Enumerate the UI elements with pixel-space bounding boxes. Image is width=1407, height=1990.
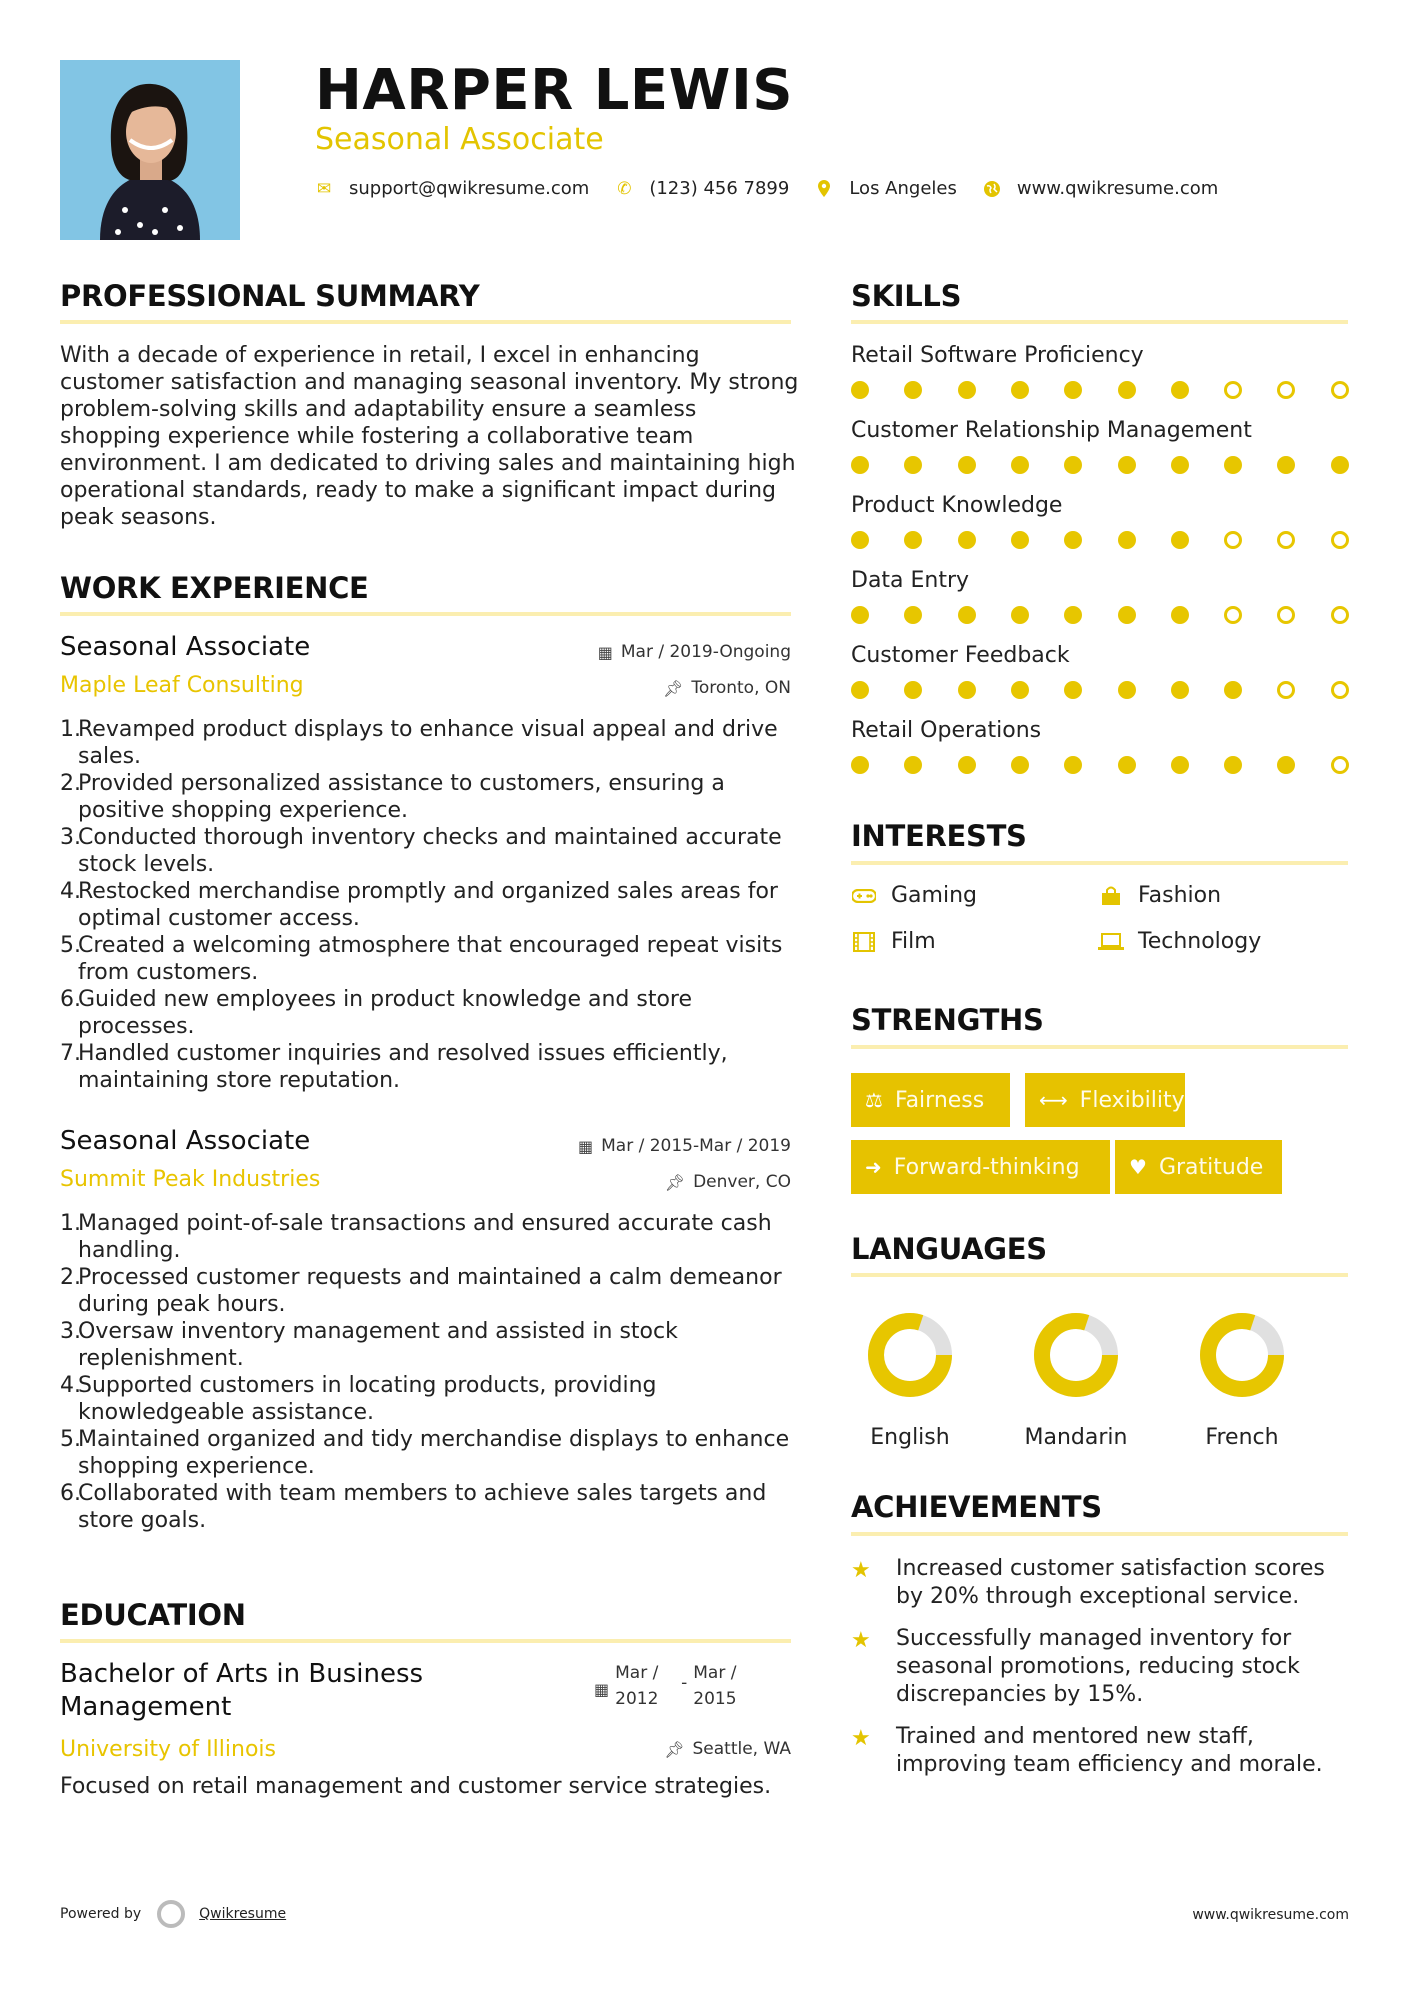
achievements-heading: ACHIEVEMENTS: [851, 1490, 1102, 1524]
rating-dot-filled: [958, 381, 976, 399]
rating-dot-filled: [1064, 681, 1082, 699]
rating-dot-filled: [1118, 531, 1136, 549]
star-icon: ★: [851, 1628, 871, 1653]
strengths-heading: STRENGTHS: [851, 1003, 1044, 1037]
rating-dot-filled: [1224, 456, 1242, 474]
rating-dot-empty: [1277, 681, 1295, 699]
job-2-location: [665, 1172, 791, 1192]
balance-scale-icon: ⚖: [865, 1088, 883, 1112]
job-2-date-text: Mar / 2015-Mar / 2019: [601, 1136, 791, 1156]
strength-forward-thinking-label: Forward-thinking: [893, 1154, 1080, 1180]
rating-dot-filled: [904, 381, 922, 399]
contact-phone-text: (123) 456 7899: [649, 178, 790, 199]
job-2-duties: [60, 1210, 800, 1534]
language-name: French: [1205, 1425, 1279, 1450]
list-item: 4. Restocked merchandise promptly and organized sales areas for optimal customer access.: [60, 879, 778, 931]
interest-technology-label: Technology: [1138, 929, 1262, 954]
interests-heading: INTERESTS: [851, 819, 1027, 853]
rating-dot-empty: [1331, 681, 1349, 699]
job-1-date: [598, 642, 791, 662]
skill-name: Retail Software Proficiency: [851, 343, 1144, 368]
arrows-horizontal-icon: ⟷: [1039, 1088, 1068, 1112]
rating-dot-filled: [851, 681, 869, 699]
rating-dot-filled: [1171, 756, 1189, 774]
laptop-icon: [1098, 933, 1124, 951]
skill-rating: [851, 381, 1351, 401]
list-item: 5. Created a welcoming atmosphere that encouraged repeat visits from customers.: [60, 933, 783, 985]
skill-rating: [851, 531, 1351, 551]
job-1-location-text: Toronto, ON: [691, 678, 791, 698]
language-ring: [866, 1311, 954, 1399]
rating-dot-filled: [1118, 381, 1136, 399]
achievement-item: [851, 1723, 1351, 1779]
rating-dot-empty: [1277, 381, 1295, 399]
summary-rule: [60, 320, 791, 324]
interest-gaming-label: Gaming: [891, 883, 977, 908]
rating-dot-filled: [1224, 681, 1242, 699]
education-location: [664, 1739, 791, 1759]
rating-dot-filled: [1224, 756, 1242, 774]
rating-dot-filled: [1011, 756, 1029, 774]
education-description: Focused on retail management and customer service strategies.: [60, 1774, 772, 1799]
interests-rule: [851, 861, 1348, 865]
thumbtack-icon: 📌︎: [663, 678, 684, 698]
thumbtack-icon: 📌︎: [664, 1739, 685, 1759]
language-ring: [1032, 1311, 1120, 1399]
language-ring: [1198, 1311, 1286, 1399]
rating-dot-filled: [1064, 606, 1082, 624]
job-2-title: Seasonal Associate: [60, 1126, 311, 1156]
languages-rule: [851, 1273, 1348, 1277]
achievement-item: [851, 1555, 1351, 1611]
experience-heading: WORK EXPERIENCE: [60, 571, 369, 605]
language-item: [850, 1311, 970, 1450]
rating-dot-empty: [1331, 381, 1349, 399]
achievement-text: Trained and mentored new staff, improving team efficiency and morale.: [896, 1724, 1323, 1777]
rating-dot-empty: [1224, 531, 1242, 549]
achievement-text: Increased customer satisfaction scores by 20% through exceptional service.: [896, 1556, 1325, 1609]
strength-flexibility-label: Flexibility: [1079, 1087, 1185, 1113]
education-location-text: Seattle, WA: [692, 1739, 791, 1759]
qwikresume-logo-icon: [157, 1900, 185, 1928]
candidate-title: Seasonal Associate: [315, 122, 604, 157]
contact-location-text: Los Angeles: [849, 178, 957, 199]
rating-dot-filled: [851, 606, 869, 624]
summary-text: With a decade of experience in retail, I excel in enhancing customer satisfaction and managing seasonal inventory. My strong problem-solving skills and adaptability ensure a seamless shopping experience while fostering a collaborative team environment. I am dedicated to driving sales and maintaining high operational standards, ready to make a significant impact during peak seasons.: [60, 343, 799, 530]
calendar-icon: ▦: [577, 1136, 594, 1156]
rating-dot-filled: [1011, 681, 1029, 699]
rating-dot-filled: [1171, 606, 1189, 624]
strength-fairness-label: Fairness: [894, 1087, 985, 1113]
job-2-date: [578, 1136, 791, 1156]
rating-dot-empty: [1224, 381, 1242, 399]
rating-dot-filled: [1011, 456, 1029, 474]
strength-flexibility: [1025, 1073, 1185, 1127]
skills-heading: SKILLS: [851, 279, 962, 313]
list-item: 6. Guided new employees in product knowledge and store processes.: [60, 987, 693, 1039]
rating-dot-filled: [1171, 381, 1189, 399]
job-1-location: [663, 678, 791, 698]
interest-gaming: [851, 883, 977, 908]
contact-website-text: www.qwikresume.com: [1016, 178, 1219, 199]
achievement-item: [851, 1625, 1351, 1709]
rating-dot-filled: [958, 531, 976, 549]
contact-bar: [315, 178, 1244, 199]
contact-email-text: support@qwikresume.com: [349, 178, 590, 199]
rating-dot-filled: [1118, 606, 1136, 624]
rating-dot-empty: [1331, 531, 1349, 549]
rating-dot-empty: [1331, 756, 1349, 774]
arrow-right-icon: ➜: [865, 1155, 882, 1179]
list-item: 2. Processed customer requests and maintained a calm demeanor during peak hours.: [60, 1265, 782, 1317]
strength-forward-thinking: [851, 1140, 1110, 1194]
heart-icon: ♥: [1129, 1155, 1147, 1179]
interest-technology: [1098, 929, 1261, 954]
footer-powered-by: [60, 1900, 286, 1928]
rating-dot-filled: [1277, 756, 1295, 774]
experience-rule: [60, 612, 791, 616]
list-item: 5. Maintained organized and tidy merchandise displays to enhance shopping experience.: [60, 1427, 790, 1479]
skill-rating: [851, 456, 1351, 476]
rating-dot-filled: [958, 681, 976, 699]
summary-heading: PROFESSIONAL SUMMARY: [60, 279, 480, 313]
list-item: 6. Collaborated with team members to achieve sales targets and store goals.: [60, 1481, 767, 1533]
profile-photo: [60, 60, 240, 240]
education-date-end: Mar / 2015: [693, 1663, 737, 1709]
strengths-rule: [851, 1045, 1348, 1049]
rating-dot-filled: [1064, 756, 1082, 774]
education-rule: [60, 1639, 791, 1643]
rating-dot-filled: [904, 531, 922, 549]
rating-dot-filled: [1064, 531, 1082, 549]
rating-dot-empty: [1277, 606, 1295, 624]
phone-icon: ✆: [617, 178, 632, 199]
interest-film: [851, 929, 936, 954]
powered-by-label: Powered by: [60, 1906, 142, 1922]
rating-dot-filled: [851, 756, 869, 774]
rating-dot-filled: [904, 456, 922, 474]
thumbtack-icon: 📌︎: [664, 1172, 686, 1192]
education-degree: Bachelor of Arts in Business Management: [60, 1659, 424, 1722]
rating-dot-filled: [904, 756, 922, 774]
skill-rating: [851, 606, 1351, 626]
rating-dot-filled: [904, 681, 922, 699]
rating-dot-filled: [851, 531, 869, 549]
job-1-company: Maple Leaf Consulting: [60, 673, 304, 698]
rating-dot-filled: [1171, 531, 1189, 549]
interest-fashion: [1098, 883, 1221, 908]
achievement-text: Successfully managed inventory for seasonal promotions, reducing stock discrepancies by 15%.: [896, 1626, 1300, 1707]
education-date-start: Mar / 2012: [615, 1663, 659, 1709]
map-pin-icon: [815, 180, 833, 197]
skill-rating: [851, 681, 1351, 701]
list-item: 1. Revamped product displays to enhance visual appeal and drive sales.: [60, 717, 778, 769]
list-item: 3. Conducted thorough inventory checks and maintained accurate stock levels.: [60, 825, 782, 877]
language-name: English: [870, 1425, 950, 1450]
interest-fashion-label: Fashion: [1138, 883, 1222, 908]
shopping-bag-icon: [1098, 886, 1124, 906]
job-1-date-text: Mar / 2019-Ongoing: [620, 642, 791, 662]
rating-dot-empty: [1331, 606, 1349, 624]
strength-gratitude: [1115, 1140, 1282, 1194]
skill-name: Retail Operations: [851, 718, 1042, 743]
contact-location: [815, 178, 957, 199]
contact-email[interactable]: [315, 178, 589, 199]
list-item: 2. Provided personalized assistance to customers, ensuring a positive shopping experience.: [60, 771, 725, 823]
list-item: 1. Managed point-of-sale transactions and ensured accurate cash handling.: [60, 1211, 772, 1263]
globe-icon: [983, 181, 1001, 197]
rating-dot-empty: [1277, 531, 1295, 549]
skill-name: Data Entry: [851, 568, 970, 593]
list-item: 3. Oversaw inventory management and assisted in stock replenishment.: [60, 1319, 678, 1371]
rating-dot-filled: [1064, 456, 1082, 474]
skills-rule: [851, 320, 1348, 324]
contact-website[interactable]: [983, 178, 1218, 199]
skill-name: Customer Relationship Management: [851, 418, 1252, 443]
envelope-icon: ✉: [316, 178, 332, 199]
languages-heading: LANGUAGES: [851, 1232, 1047, 1266]
rating-dot-filled: [1171, 681, 1189, 699]
brand-link[interactable]: Qwikresume: [199, 1906, 287, 1922]
interest-film-label: Film: [891, 929, 936, 954]
rating-dot-filled: [1118, 756, 1136, 774]
rating-dot-filled: [958, 756, 976, 774]
calendar-icon: ▦: [597, 642, 613, 662]
job-2-company: Summit Peak Industries: [60, 1167, 321, 1192]
rating-dot-filled: [851, 381, 869, 399]
job-1-title: Seasonal Associate: [60, 632, 311, 662]
language-name: Mandarin: [1024, 1425, 1128, 1450]
education-school: University of Illinois: [60, 1737, 276, 1762]
rating-dot-filled: [1277, 456, 1295, 474]
achievements-rule: [851, 1532, 1348, 1536]
gamepad-icon: [851, 889, 877, 903]
rating-dot-filled: [1011, 606, 1029, 624]
strength-gratitude-label: Gratitude: [1158, 1154, 1264, 1180]
rating-dot-filled: [1118, 456, 1136, 474]
list-item: 4. Supported customers in locating products, providing knowledgeable assistance.: [60, 1373, 657, 1425]
rating-dot-filled: [1118, 681, 1136, 699]
film-icon: [851, 932, 877, 952]
job-2-location-text: Denver, CO: [693, 1172, 791, 1192]
language-item: [1182, 1311, 1302, 1450]
rating-dot-filled: [1331, 456, 1349, 474]
contact-phone[interactable]: [615, 178, 789, 199]
skill-name: Product Knowledge: [851, 493, 1063, 518]
rating-dot-filled: [1064, 381, 1082, 399]
job-1-duties: [60, 716, 800, 1094]
rating-dot-filled: [958, 456, 976, 474]
rating-dot-filled: [904, 606, 922, 624]
strength-fairness: [851, 1073, 1010, 1127]
skill-rating: [851, 756, 1351, 776]
language-item: [1016, 1311, 1136, 1450]
rating-dot-empty: [1224, 606, 1242, 624]
rating-dot-filled: [851, 456, 869, 474]
education-dates: [594, 1660, 749, 1712]
rating-dot-filled: [958, 606, 976, 624]
education-heading: EDUCATION: [60, 1598, 246, 1632]
skill-name: Customer Feedback: [851, 643, 1070, 668]
footer-url[interactable]: www.qwikresume.com: [1192, 1907, 1349, 1923]
candidate-name: HARPER LEWIS: [315, 58, 794, 123]
star-icon: ★: [851, 1726, 871, 1751]
calendar-icon: ▦: [594, 1680, 610, 1699]
list-item: 7. Handled customer inquiries and resolved issues efficiently, maintaining store reputation.: [60, 1041, 728, 1093]
rating-dot-filled: [1171, 456, 1189, 474]
star-icon: ★: [851, 1558, 871, 1583]
rating-dot-filled: [1011, 531, 1029, 549]
rating-dot-filled: [1011, 381, 1029, 399]
date-separator: -: [681, 1673, 688, 1693]
